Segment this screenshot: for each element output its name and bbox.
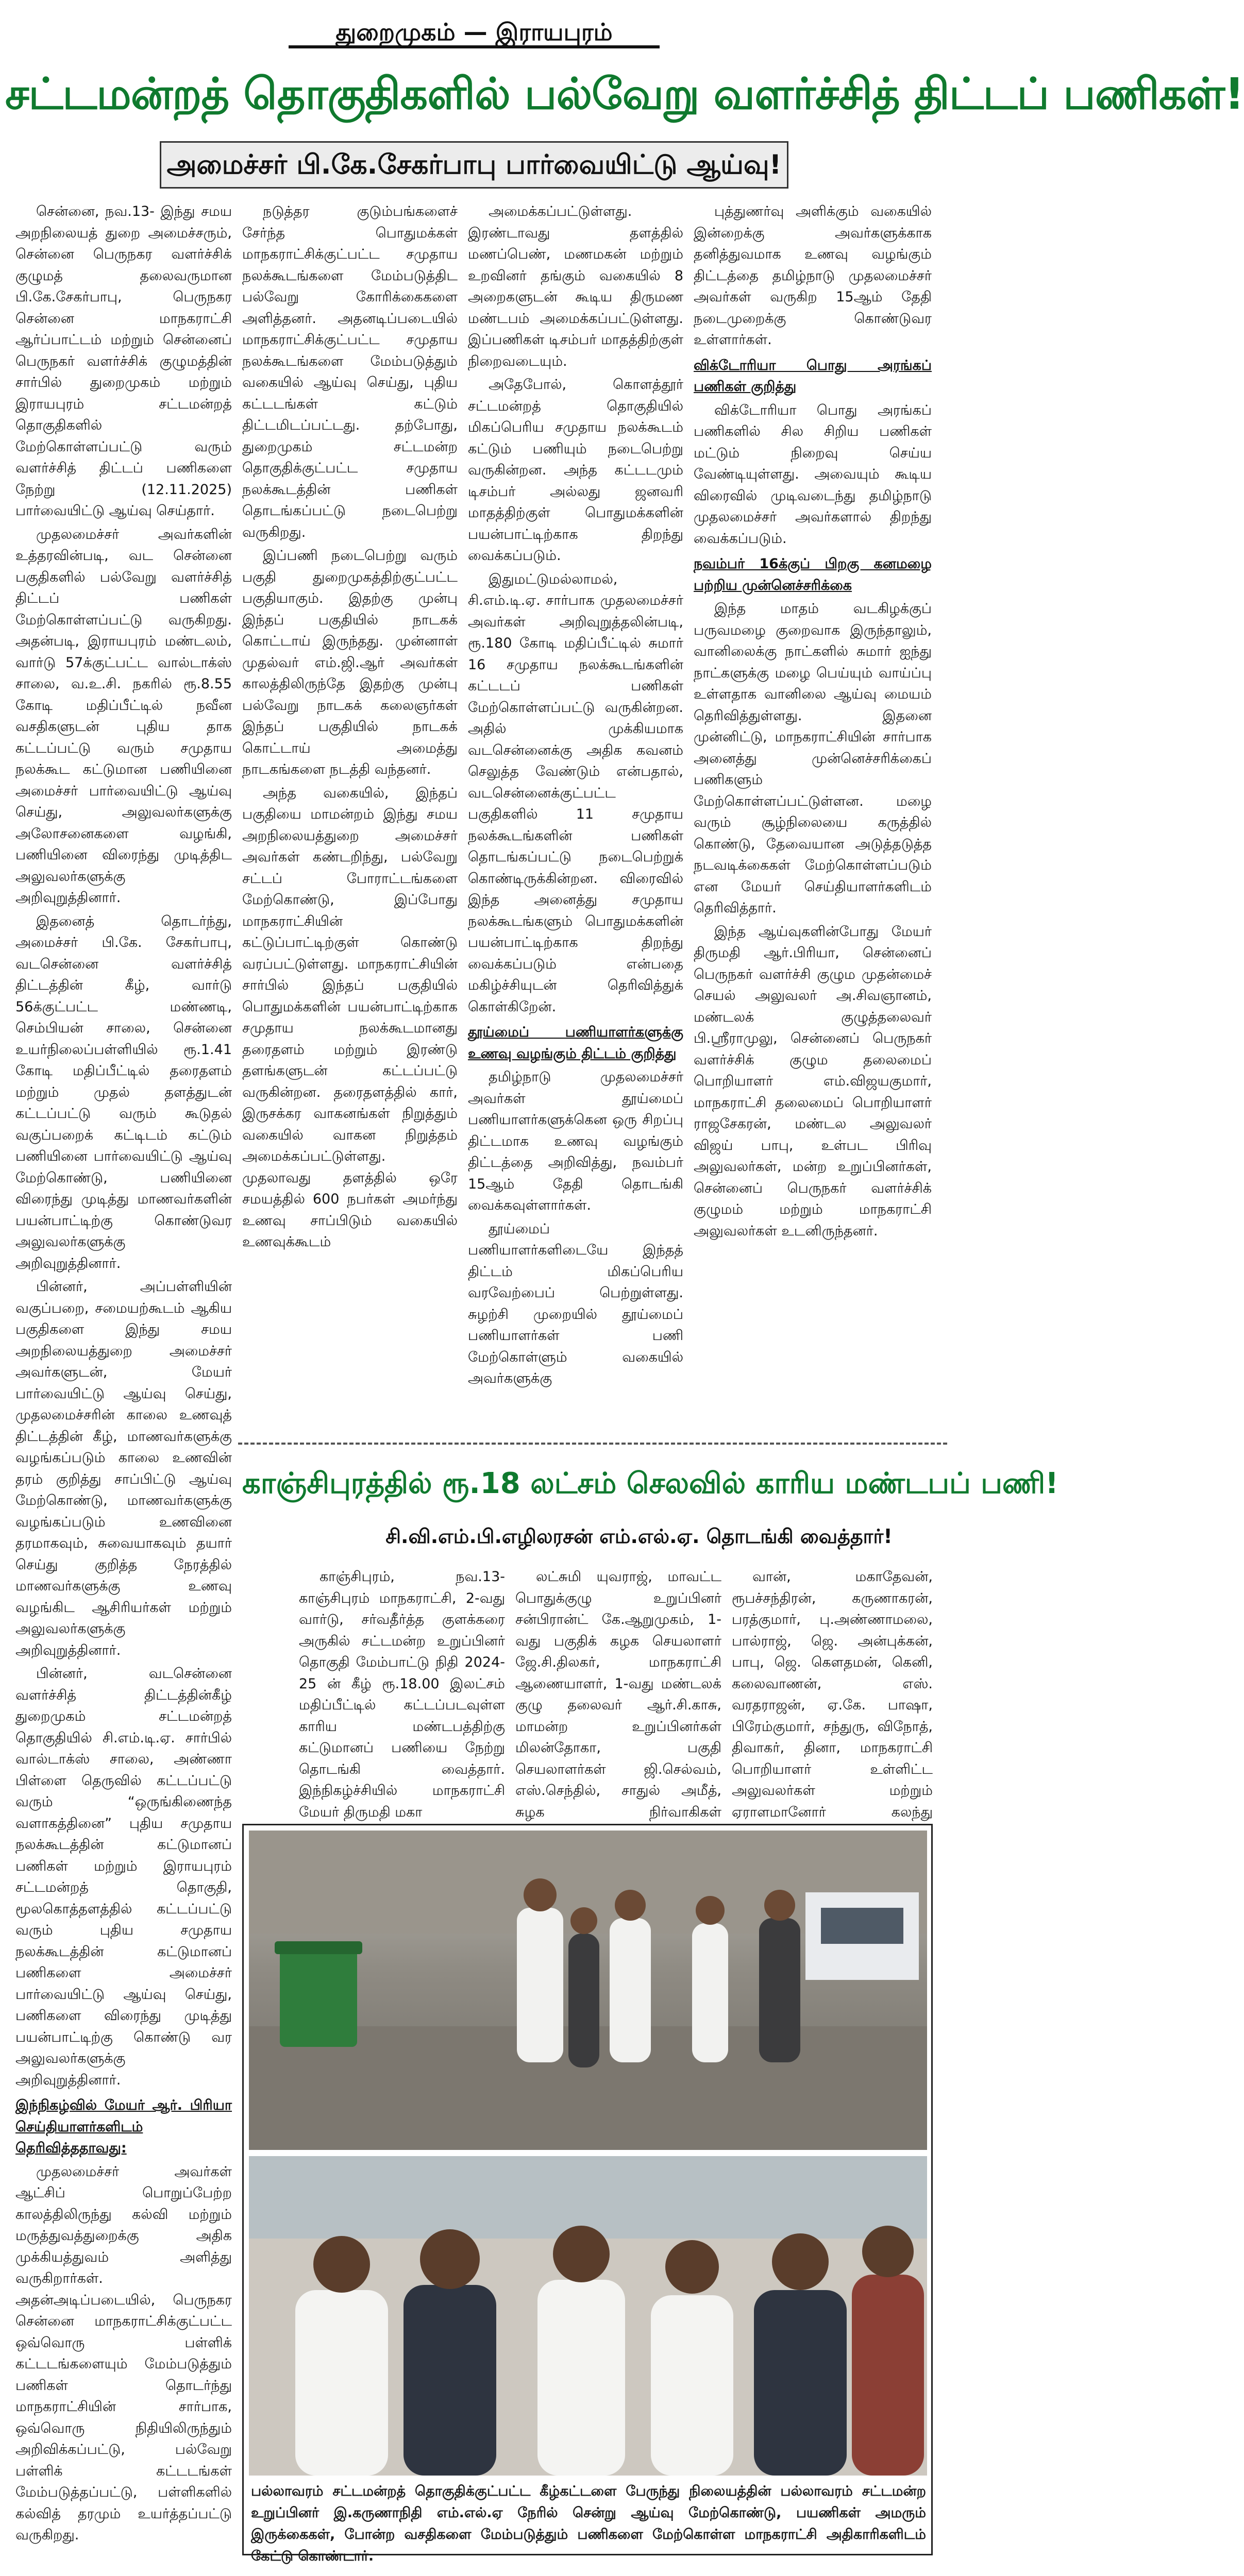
article-paragraph: பின்னர், வடசென்னை வளர்ச்சித் திட்டத்தின்கீழ் துறைமுகம் சட்டமன்றத் தொகுதியில் சி.எம்.டி.ஏ. சார்பில் வால்டாக்ஸ் சாலை, அண்ணா பிள்ளை தெருவில் கட்டப்பட்டு வரும் “ஒருங்கிணைந்த வளாகத்தினை” புதிய சமுதாய நலக்கூடத்தின் கட்டுமானப் பணிகள் மற்றும் இராயபுரம் சட்டமன்றத் தொகுதி, மூலகொத்தளத்தில் கட்டப்பட்டு வரும் புதிய சமுதாய நலக்கூடத்தின் கட்டுமானப் பணிகளை அமைச்சர் பார்வையிட்டு ஆய்வு செய்து, பணிகளை விரைந்து முடித்து பயன்பாட்டிற்கு கொண்டு வர அலுவலர்களுக்கு அறிவுறுத்தினார்.: [15, 1666, 232, 2088]
article-paragraph: தூய்மைப் பணியாளர்களிடையே இந்தத் திட்டம் மிகப்பெரிய வரவேற்பைப் பெற்றுள்ளது. சுழற்சி முறையில் தூய்மைப் பணியாளர்கள் பணி மேற்கொள்ளும் வகையில் அவர்களுக்கு: [468, 1221, 683, 1386]
article-paragraph: இதனைத் தொடர்ந்து, அமைச்சர் பி.கே. சேகர்பாபு, வடசென்னை வளர்ச்சித் திட்டத்தின் கீழ், வார்டு 56க்குட்பட்ட மண்ணடி, செம்பியன் சாலை, சென்னை உயர்நிலைப்பள்ளியில் ரூ.1.41 கோடி மதிப்பீட்டில் தரைதளம் மற்றும் முதல் தளத்துடன் கட்டப்பட்டு வரும் கூடுதல் வகுப்பறைக் கட்டிடம் கட்டும் பணியினை பார்வையிட்டு ஆய்வு மேற்கொண்டு, பணியினை விரைந்து முடித்து மாணவர்களின் பயன்பாட்டிற்கு கொண்டுவர அலுவலர்களுக்கு அறிவுறுத்தினார்.: [15, 913, 232, 1272]
article2-column-2: [515, 1566, 721, 1820]
article-paragraph: அமைக்கப்பட்டுள்ளது. இரண்டாவது தளத்தில் மணப்பெண், மணமகன் மற்றும் உறவினர் தங்கும் வகையில் 8 அறைகளுடன் கூடிய திருமண மண்டபம் அமைக்கப்பட்டுள்ளது. இப்பணிகள் டிசம்பர் மாதத்திற்குள் நிறைவடையும்.: [468, 204, 683, 369]
article-paragraph: இந்த ஆய்வுகளின்போது மேயர் திருமதி ஆர்.பிரியா, சென்னைப் பெருநகர் வளர்ச்சி குழும முதன்மைச் செயல் அலுவலர் அ.சிவஞானம், மண்டலக் குழுத்தலைவர் பி.ஸ்ரீராமுலு, சென்னைப் பெருநகர் வளர்ச்சிக் குழும தலைமைப் பொறியாளர் எம்.விஜயகுமார், மாநகராட்சி தலைமைப் பொறியாளர் ராஜசேகரன், மண்டல அலுவலர் விஜய் பாபு, உள்பட பிரிவு அலுவலர்கள், மன்ற உறுப்பினர்கள், சென்னைப் பெருநகர் வளர்ச்சிக் குழுமம் மற்றும் மாநகராட்சி அலுவலர்கள் உடனிருந்தனர்.: [694, 923, 932, 1239]
article-paragraph: இதுமட்டுமல்லாமல், சி.எம்.டி.ஏ. சார்பாக முதலமைச்சர் அவர்கள் அறிவுறுத்தலின்படி, ரூ.180 கோடி மதிப்பீட்டில் சுமார் 16 சமுதாய நலக்கூடங்களின் கட்டடப் பணிகள் மேற்கொள்ளப்பட்டு வருகின்றன. அதில் முக்கியமாக வடசென்னைக்கு அதிக கவனம் செலுத்த வேண்டும் என்பதால், வடசென்னைக்குட்பட்ட பகுதிகளில் 11 சமுதாய நலக்கூடங்களின் பணிகள் தொடங்கப்பட்டு நடைபெற்றுக் கொண்டிருக்கின்றன. விரைவில் இந்த அனைத்து சமுதாய நலக்கூடங்களும் பொதுமக்களின் பயன்பாட்டிற்காக திறந்து வைக்கப்படும் என்பதை மகிழ்ச்சியுடன் தெரிவித்துக் கொள்கிறேன்.: [468, 571, 683, 1015]
article-paragraph: விக்டோரியா பொது அரங்கப் பணிகளில் சில சிறிய பணிகள் மட்டும் நிறைவு செய்ய வேண்டியுள்ளது. அவையும் கூடிய விரைவில் முடிவடைந்து தமிழ்நாடு முதலமைச்சர் அவர்களால் திறந்து வைக்கப்படும்.: [694, 402, 932, 547]
article-paragraph: சென்னை, நவ.13- இந்து சமய அறநிலையத் துறை அமைச்சரும், சென்னை பெருநகர வளர்ச்சிக் குழுமத் தலைவருமான பி.கே.சேகர்பாபு, பெருநகர சென்னை மாநகராட்சி ஆர்ப்பாட்டம் மற்றும் சென்னைப் பெருநகர் வளர்ச்சிக் குழுமத்தின் சார்பில் துறைமுகம் மற்றும் இராயபுரம் சட்டமன்றத் தொகுதிகளில் மேற்கொள்ளப்பட்டு வரும் வளர்ச்சித் திட்டப் பணிகளை நேற்று (12.11.2025) பார்வையிட்டு ஆய்வு செய்தார்.: [15, 204, 232, 519]
article-paragraph: தமிழ்நாடு முதலமைச்சர் அவர்கள் தூய்மைப் பணியாளர்களுக்கென ஒரு சிறப்பு திட்டமாக உணவு வழங்கும் திட்டத்தை அறிவித்து, நவம்பர் 15ஆம் தேதி தொடங்கி வைக்கவுள்ளார்கள்.: [468, 1069, 683, 1213]
article-paragraph: முதலமைச்சர் அவர்களின் உத்தரவின்படி, வட சென்னை பகுதிகளில் பல்வேறு வளர்ச்சித் திட்டப் பணிகள் மேற்கொள்ளப்பட்டு வருகிறது. அதன்படி, இராயபுரம் மண்டலம், வார்டு 57க்குட்பட்ட வால்டாக்ஸ் சாலை, வ.உ.சி. நகரில் ரூ.8.55 கோடி மதிப்பீட்டில் நவீன வசதிகளுடன் புதிய தாக கட்டப்பட்டு வரும் சமுதாய நலக்கூட கட்டுமான பணியினை அமைச்சர் பார்வையிட்டு ஆய்வு செய்து, அலுவலர்களுக்கு அலோசனைகளை வழங்கி, பணியினை விரைந்து முடித்திட அலுவலர்களுக்கு அறிவுறுத்தினார்.: [15, 526, 232, 906]
article-paragraph: நடுத்தர குடும்பங்களைச் சேர்ந்த பொதுமக்கள் மாநகராட்சிக்குட்பட்ட சமுதாய நலக்கூடங்களை மேம்படுத்திட பல்வேறு கோரிக்கைகளை அளித்தனர். அதனடிப்படையில் மாநகராட்சிக்குட்பட்ட சமுதாய நலக்கூடங்களை மேம்படுத்தும் வகையில் ஆய்வு செய்து, புதிய கட்டடங்கள் கட்டும் திட்டமிடப்பட்டது. தற்போது, துறைமுகம் சட்டமன்ற தொகுதிக்குட்பட்ட சமுதாய நலக்கூடத்தின் பணிகள் தொடங்கப்பட்டு நடைபெற்று வருகிறது.: [242, 204, 458, 540]
subheading: தூய்மைப் பணியாளர்களுக்கு உணவு வழங்கும் திட்டம் குறித்து: [468, 1024, 683, 1062]
photo-inspection-bus-stand: [249, 1831, 927, 2150]
photo-illustration: [249, 2156, 927, 2476]
page-headline: சட்டமன்றத் தொகுதிகளில் பல்வேறு வளர்ச்சித் திட்டப் பணிகள்!: [5, 69, 1244, 119]
article-paragraph: பின்னர், அப்பள்ளியின் வகுப்பறை, சமையற்கூடம் ஆகிய பகுதிகளை இந்து சமய அறநிலையத்துறை அமைச்சர் அவர்களுடன், மேயர் பார்வையிட்டு ஆய்வு செய்து, முதலமைச்சரின் காலை உணவுத் திட்டத்தின் கீழ், மாணவர்களுக்கு வழங்கப்படும் காலை உணவின் தரம் குறித்து சாப்பிட்டு ஆய்வு மேற்கொண்டு, மாணவர்களுக்கு வழங்கப்படும் உணவினை தரமாகவும், சுவையாகவும் தயார் செய்து குறித்த நேரத்தில் மாணவர்களுக்கு உணவு வழங்கிட ஆசிரியர்கள் மற்றும் அலுவலர்களுக்கு அறிவுறுத்தினார்.: [15, 1279, 232, 1658]
article-paragraph: அந்த வகையில், இந்தப் பகுதியை மாமன்றம் இந்து சமய அறநிலையத்துறை அமைச்சர் அவர்கள் கண்டறிந்து, பல்வேறு சட்டப் போராட்டங்களை மேற்கொண்டு, இப்போது மாநகராட்சியின் கட்டுப்பாட்டிற்குள் கொண்டு வரப்பட்டுள்ளது. மாநகராட்சியின் சார்பில் இந்தப் பகுதியில் பொதுமக்களின் பயன்பாட்டிற்காக சமுதாய நலக்கூடமானது தரைதளம் மற்றும் இரண்டு தளங்களுடன் கட்டப்பட்டு வருகின்றன. தரைதளத்தில் கார், இருசக்கர வாகனங்கள் நிறுத்தும் வகையில் வாகன நிறுத்தம் அமைக்கப்பட்டுள்ளது. முதலாவது தளத்தில் ஒரே சமயத்தில் 600 நபர்கள் அமர்ந்து உணவு சாப்பிடும் வகையில் உணவுக்கூடம்: [242, 785, 458, 1250]
article2-column-3: [732, 1566, 933, 1820]
article2-column-1: [299, 1566, 505, 1820]
article1-column-1: [15, 201, 232, 2555]
article1-column-3: [468, 201, 683, 1432]
section-divider: [238, 1443, 947, 1445]
page-subheadline: அமைச்சர் பி.கே.சேகர்பாபு பார்வையிட்டு ஆய்வு!: [160, 141, 788, 189]
article1-column-4: [694, 201, 932, 1432]
article2-paragraph: வான், மகாதேவன், ரூபச்சந்திரன், கருணாகரன், பரத்குமார், பு.அண்ணாமலை, பால்ராஜ், ஜெ. அன்புக்கன், பாபு, ஜெ. கௌதமன், கெனி, கலைவாணன், எஸ். வரதராஜன், ஏ.கே. பாஷா, பிரேம்குமார், சந்துரு, விநோத், திவாகர், தினா, மாநகராட்சி பொறியாளர் உள்ளிட்ட அலுவலர்கள் மற்றும் ஏராளமானோர் கலந்து: [732, 1569, 933, 1820]
photo-illustration: [249, 1831, 927, 2150]
article2-paragraph: காஞ்சிபுரம், நவ.13- காஞ்சிபுரம் மாநகராட்சி, 2-வது வார்டு, சர்வதீர்த்த குளக்கரை அருகில் சட்டமன்ற உறுப்பினர் தொகுதி மேம்பாட்டு நிதி 2024-25 ன் கீழ் ரூ.18.00 இலட்சம் மதிப்பீட்டில் கட்டப்படவுள்ள காரிய மண்டபத்திற்கு கட்டுமானப் பணியை நேற்று தொடங்கி வைத்தார். இந்நிகழ்ச்சியில் மாநகராட்சி மேயர் திருமதி மகா: [299, 1569, 505, 1820]
subheading: இந்நிகழ்வில் மேயர் ஆர். பிரியா செய்தியாளர்களிடம் தெரிவித்ததாவது:: [15, 2097, 232, 2156]
photo-box: [242, 1824, 933, 2564]
article-paragraph: இந்த மாதம் வடகிழக்குப் பருவமழை குறைவாக இருந்தாலும், வானிலைக்கு நாட்களில் சுமார் ஐந்து நாட்களுக்கு மழை பெய்யும் வாய்ப்பு உள்ளதாக வானிலை ஆய்வு மையம் தெரிவித்துள்ளது. இதனை முன்னிட்டு, மாநகராட்சியின் சார்பாக அனைத்து முன்னெச்சரிக்கைப் பணிகளும் மேற்கொள்ளப்பட்டுள்ளன. மழை வரும் சூழ்நிலையை கருத்தில் கொண்டு, தேவையான அடுத்தடுத்த நடவடிக்கைகள் மேற்கொள்ளப்படும் என மேயர் செய்தியாளர்களிடம் தெரிவித்தார்.: [694, 601, 932, 916]
article-paragraph: அதேபோல், கொளத்தூர் சட்டமன்றத் தொகுதியில் மிகப்பெரிய சமுதாய நலக்கூடம் கட்டும் பணியும் நடைபெற்று வருகின்றன. அந்த கட்டடமும் டிசம்பர் அல்லது ஜனவரி மாதத்திற்குள் பொதுமக்களின் பயன்பாட்டிற்காக திறந்து வைக்கப்படும்.: [468, 377, 683, 564]
subheading: நவம்பர் 16க்குப் பிறகு கனமழை பற்றிய முன்னெச்சரிக்கை: [694, 556, 932, 594]
photo-caption: பல்லாவரம் சட்டமன்றத் தொகுதிக்குட்பட்ட கீழ்கட்டளை பேருந்து நிலையத்தின் பல்லாவரம் சட்டமன்ற உறுப்பினர் இ.கருணாநிதி எம்.எல்.ஏ நேரில் சென்று ஆய்வு மேற்கொண்டு, பயணிகள் அமரும் இருக்கைகள், போன்ற வசதிகளை மேம்படுத்தும் பணிகளை மேற்கொள்ள மாநகராட்சி அதிகாரிகளிடம் கேட்டு கொண்டார்.: [251, 2483, 926, 2564]
article2-paragraph: லட்சுமி யுவராஜ், மாவட்ட பொதுக்குழு உறுப்பினர் சன்பிரான்ட் கே.ஆறுமுகம், 1-வது பகுதிக் கழக செயலாளர் ஜே.சி.திலகர், மாநகராட்சி ஆணையாளர், 1-வது மண்டலக் குழு தலைவர் ஆர்.சி.காசு, மாமன்ற உறுப்பினர்கள் மிலன்தோகா, பகுதி செயலாளர்கள் ஜி.செல்வம், எஸ்.செந்தில், சாதுல் அமீத், சுழக நிர்வாகிகள்: [515, 1569, 721, 1820]
article1-column-2: [242, 201, 458, 1432]
article-paragraph: புத்துணர்வு அளிக்கும் வகையில் இன்றைக்கு அவர்களுக்காக தனித்துவமாக உணவு வழங்கும் திட்டத்தை தமிழ்நாடு முதலமைச்சர் அவர்கள் வருகிற 15ஆம் தேதி நடைமுறைக்கு கொண்டுவர உள்ளார்கள்.: [694, 204, 932, 348]
photo-inspection-crowd: [249, 2156, 927, 2476]
article-paragraph: முதலமைச்சர் அவர்கள் ஆட்சிப் பொறுப்பேற்ற காலத்திலிருந்து கல்வி மற்றும் மருத்துவத்துறைக்கு அதிக முக்கியத்துவம் அளித்து வருகிறார்கள். அதன்அடிப்படையில், பெருநகர சென்னை மாநகராட்சிக்குட்பட்ட ஒவ்வொரு பள்ளிக் கட்டடங்களையும் மேம்படுத்தும் பணிகள் தொடர்ந்து மாநகராட்சியின் சார்பாக, ஒவ்வொரு நிதியிலிருந்தும் அறிவிக்கப்பட்டு, பல்வேறு பள்ளிக் கட்டடங்கள் மேம்படுத்தப்பட்டு, பள்ளிகளில் கல்வித் தரமும் உயர்த்தப்பட்டு வருகிறது.: [15, 2163, 232, 2543]
article-paragraph: இப்பணி நடைபெற்று வரும் பகுதி துறைமுகத்திற்குட்பட்ட பகுதியாகும். இதற்கு முன்பு இந்தப் பகுதியில் நாடகக் கொட்டாய் இருந்தது. முன்னாள் முதல்வர் எம்.ஜி.ஆர் அவர்கள் காலத்திலிருந்தே இதற்கு முன்பு பல்வேறு நாடகக் கலைஞர்கள் இந்தப் பகுதியில் நாடகக் கொட்டாய் அமைத்து நாடகங்களை நடத்தி வந்தனர்.: [242, 548, 458, 777]
article2-subheadline: சி.வி.எம்.பி.எழிலரசன் எம்.எல்.ஏ. தொடங்கி வைத்தார்!: [385, 1525, 893, 1548]
article2-headline: காஞ்சிபுரத்தில் ரூ.18 லட்சம் செலவில் காரிய மண்டபப் பணி!: [242, 1467, 1058, 1500]
subheading: விக்டோரியா பொது அரங்கப் பணிகள் குறித்து: [694, 357, 932, 395]
page-kicker: துறைமுகம் — இராயபுரம்: [289, 15, 660, 48]
